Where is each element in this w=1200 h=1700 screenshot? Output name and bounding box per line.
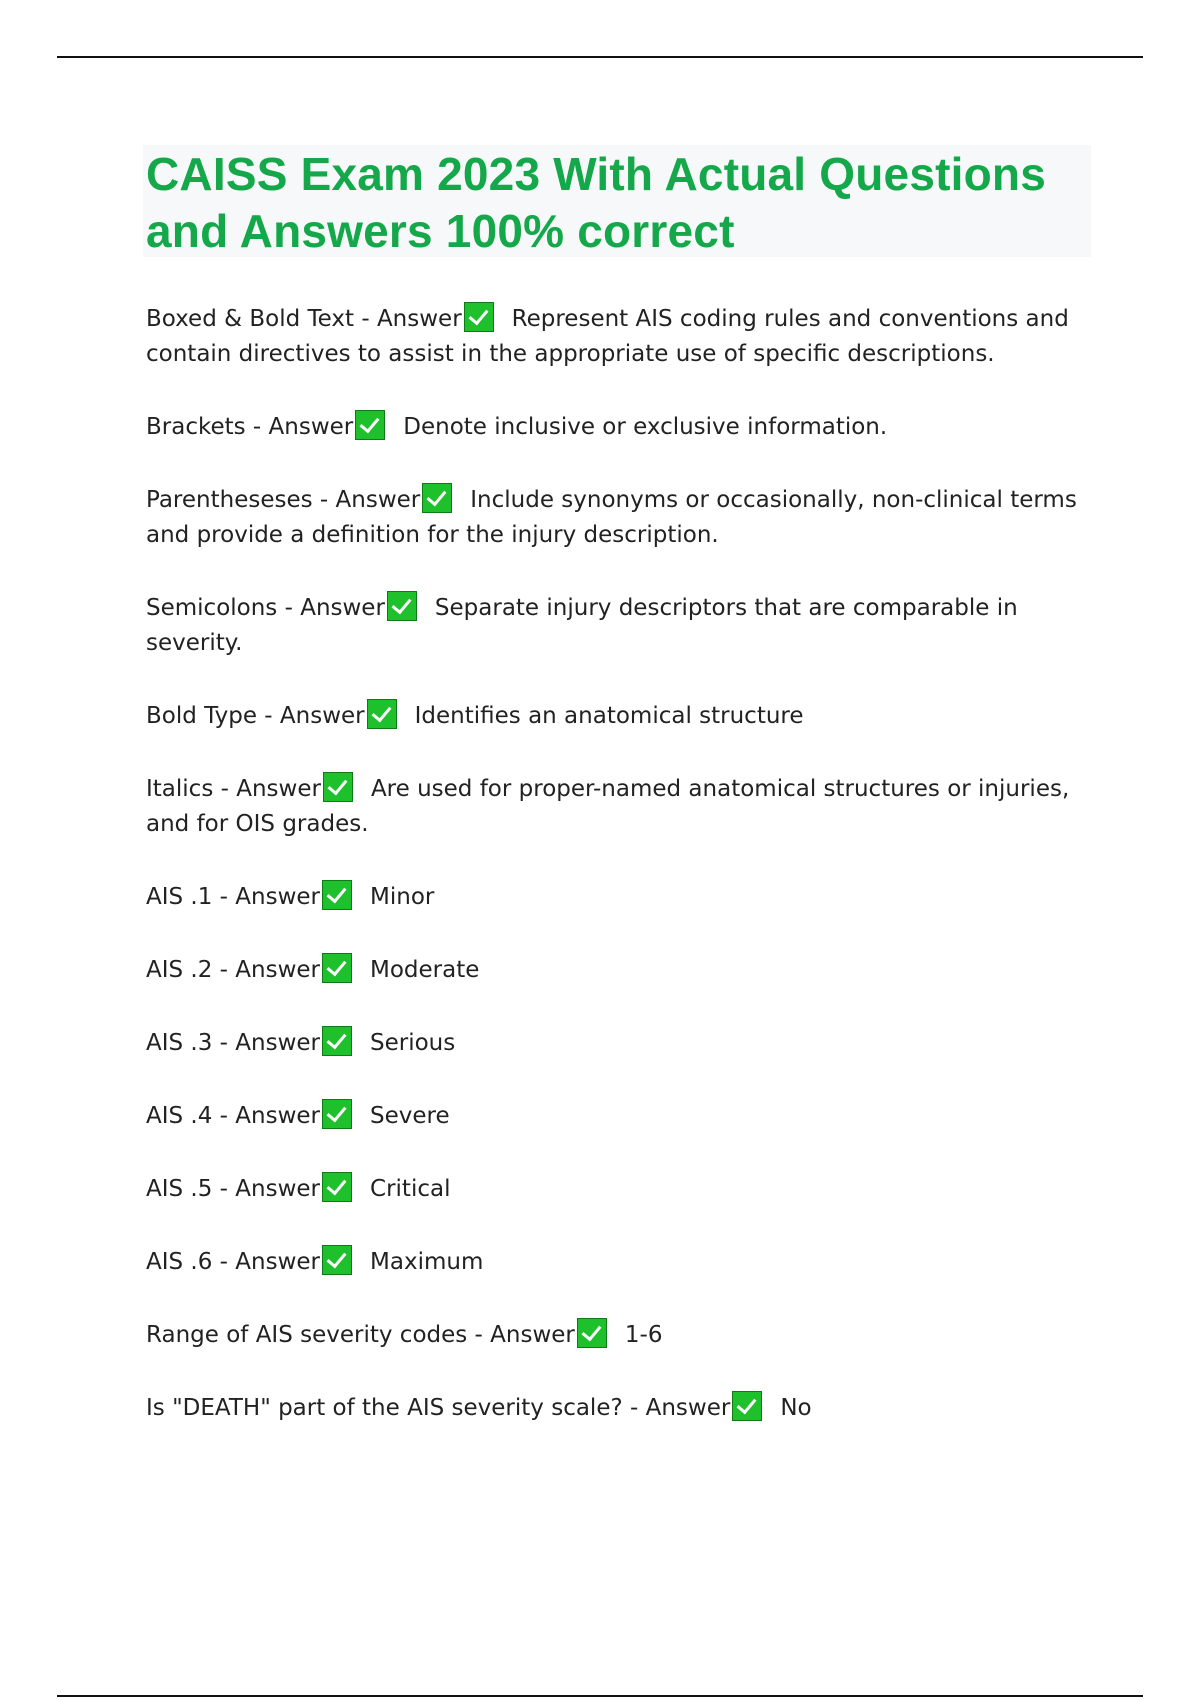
- answer-text: Represent AIS coding rules and conventions and contain directives to assist in the appropriate use of specific descriptions.: [146, 306, 1069, 367]
- question-text: Boxed & Bold Text - Answer: [146, 306, 462, 332]
- question-text: Bold Type - Answer: [146, 703, 365, 729]
- answer-text: 1-6: [624, 1322, 663, 1348]
- qa-item: [146, 880, 1086, 915]
- checkmark-icon: [322, 1099, 352, 1129]
- answer-text: Denote inclusive or exclusive information.: [403, 414, 888, 440]
- question-text: Parentheseses - Answer: [146, 487, 421, 513]
- checkmark-icon: [732, 1391, 762, 1421]
- checkmark-icon: [322, 1172, 352, 1202]
- question-text: AIS .2 - Answer: [146, 957, 321, 983]
- checkmark-icon: [355, 410, 385, 440]
- question-text: AIS .5 - Answer: [146, 1176, 321, 1202]
- document-title: CAISS Exam 2023 With Actual Questions and Answers 100% correct: [146, 148, 1046, 257]
- answer-text: Identifies an anatomical structure: [414, 703, 804, 729]
- checkmark-icon: [322, 880, 352, 910]
- question-text: AIS .4 - Answer: [146, 1103, 321, 1129]
- checkmark-icon: [577, 1318, 607, 1348]
- answer-text: Moderate: [370, 957, 480, 983]
- answer-text: Serious: [370, 1030, 456, 1056]
- checkmark-icon: [367, 699, 397, 729]
- checkmark-icon: [322, 953, 352, 983]
- qa-item: [146, 410, 1086, 445]
- question-text: Semicolons - Answer: [146, 595, 385, 621]
- checkmark-icon: [322, 1245, 352, 1275]
- answer-text: Include synonyms or occasionally, non-clinical terms and provide a definition for the injury description.: [146, 487, 1077, 548]
- bottom-rule: [57, 1695, 1143, 1697]
- answer-text: Maximum: [370, 1249, 484, 1275]
- qa-item: [146, 772, 1086, 842]
- answer-text: Severe: [370, 1103, 450, 1129]
- qa-item: [146, 1099, 1086, 1134]
- top-rule: [57, 56, 1143, 58]
- question-text: AIS .1 - Answer: [146, 884, 321, 910]
- checkmark-icon: [323, 772, 353, 802]
- qa-item: [146, 302, 1086, 372]
- qa-item: [146, 1391, 1086, 1426]
- question-text: AIS .3 - Answer: [146, 1030, 321, 1056]
- answer-text: Separate injury descriptors that are comparable in severity.: [146, 595, 1018, 656]
- question-text: Range of AIS severity codes - Answer: [146, 1322, 575, 1348]
- checkmark-icon: [322, 1026, 352, 1056]
- qa-item: [146, 1172, 1086, 1207]
- question-text: AIS .6 - Answer: [146, 1249, 321, 1275]
- qa-item: [146, 1245, 1086, 1280]
- qa-item: [146, 1318, 1086, 1353]
- qa-list: [146, 302, 1086, 1464]
- qa-item: [146, 1026, 1086, 1061]
- qa-item: [146, 483, 1086, 553]
- checkmark-icon: [387, 591, 417, 621]
- question-text: Brackets - Answer: [146, 414, 354, 440]
- question-text: Italics - Answer: [146, 776, 321, 802]
- qa-item: [146, 953, 1086, 988]
- qa-item: [146, 699, 1086, 734]
- qa-item: [146, 591, 1086, 661]
- answer-text: No: [780, 1395, 812, 1421]
- question-text: Is "DEATH" part of the AIS severity scale? - Answer: [146, 1395, 731, 1421]
- answer-text: Critical: [370, 1176, 451, 1202]
- checkmark-icon: [464, 302, 494, 332]
- answer-text: Minor: [370, 884, 435, 910]
- checkmark-icon: [422, 483, 452, 513]
- answer-text: Are used for proper-named anatomical structures or injuries, and for OIS grades.: [146, 776, 1070, 837]
